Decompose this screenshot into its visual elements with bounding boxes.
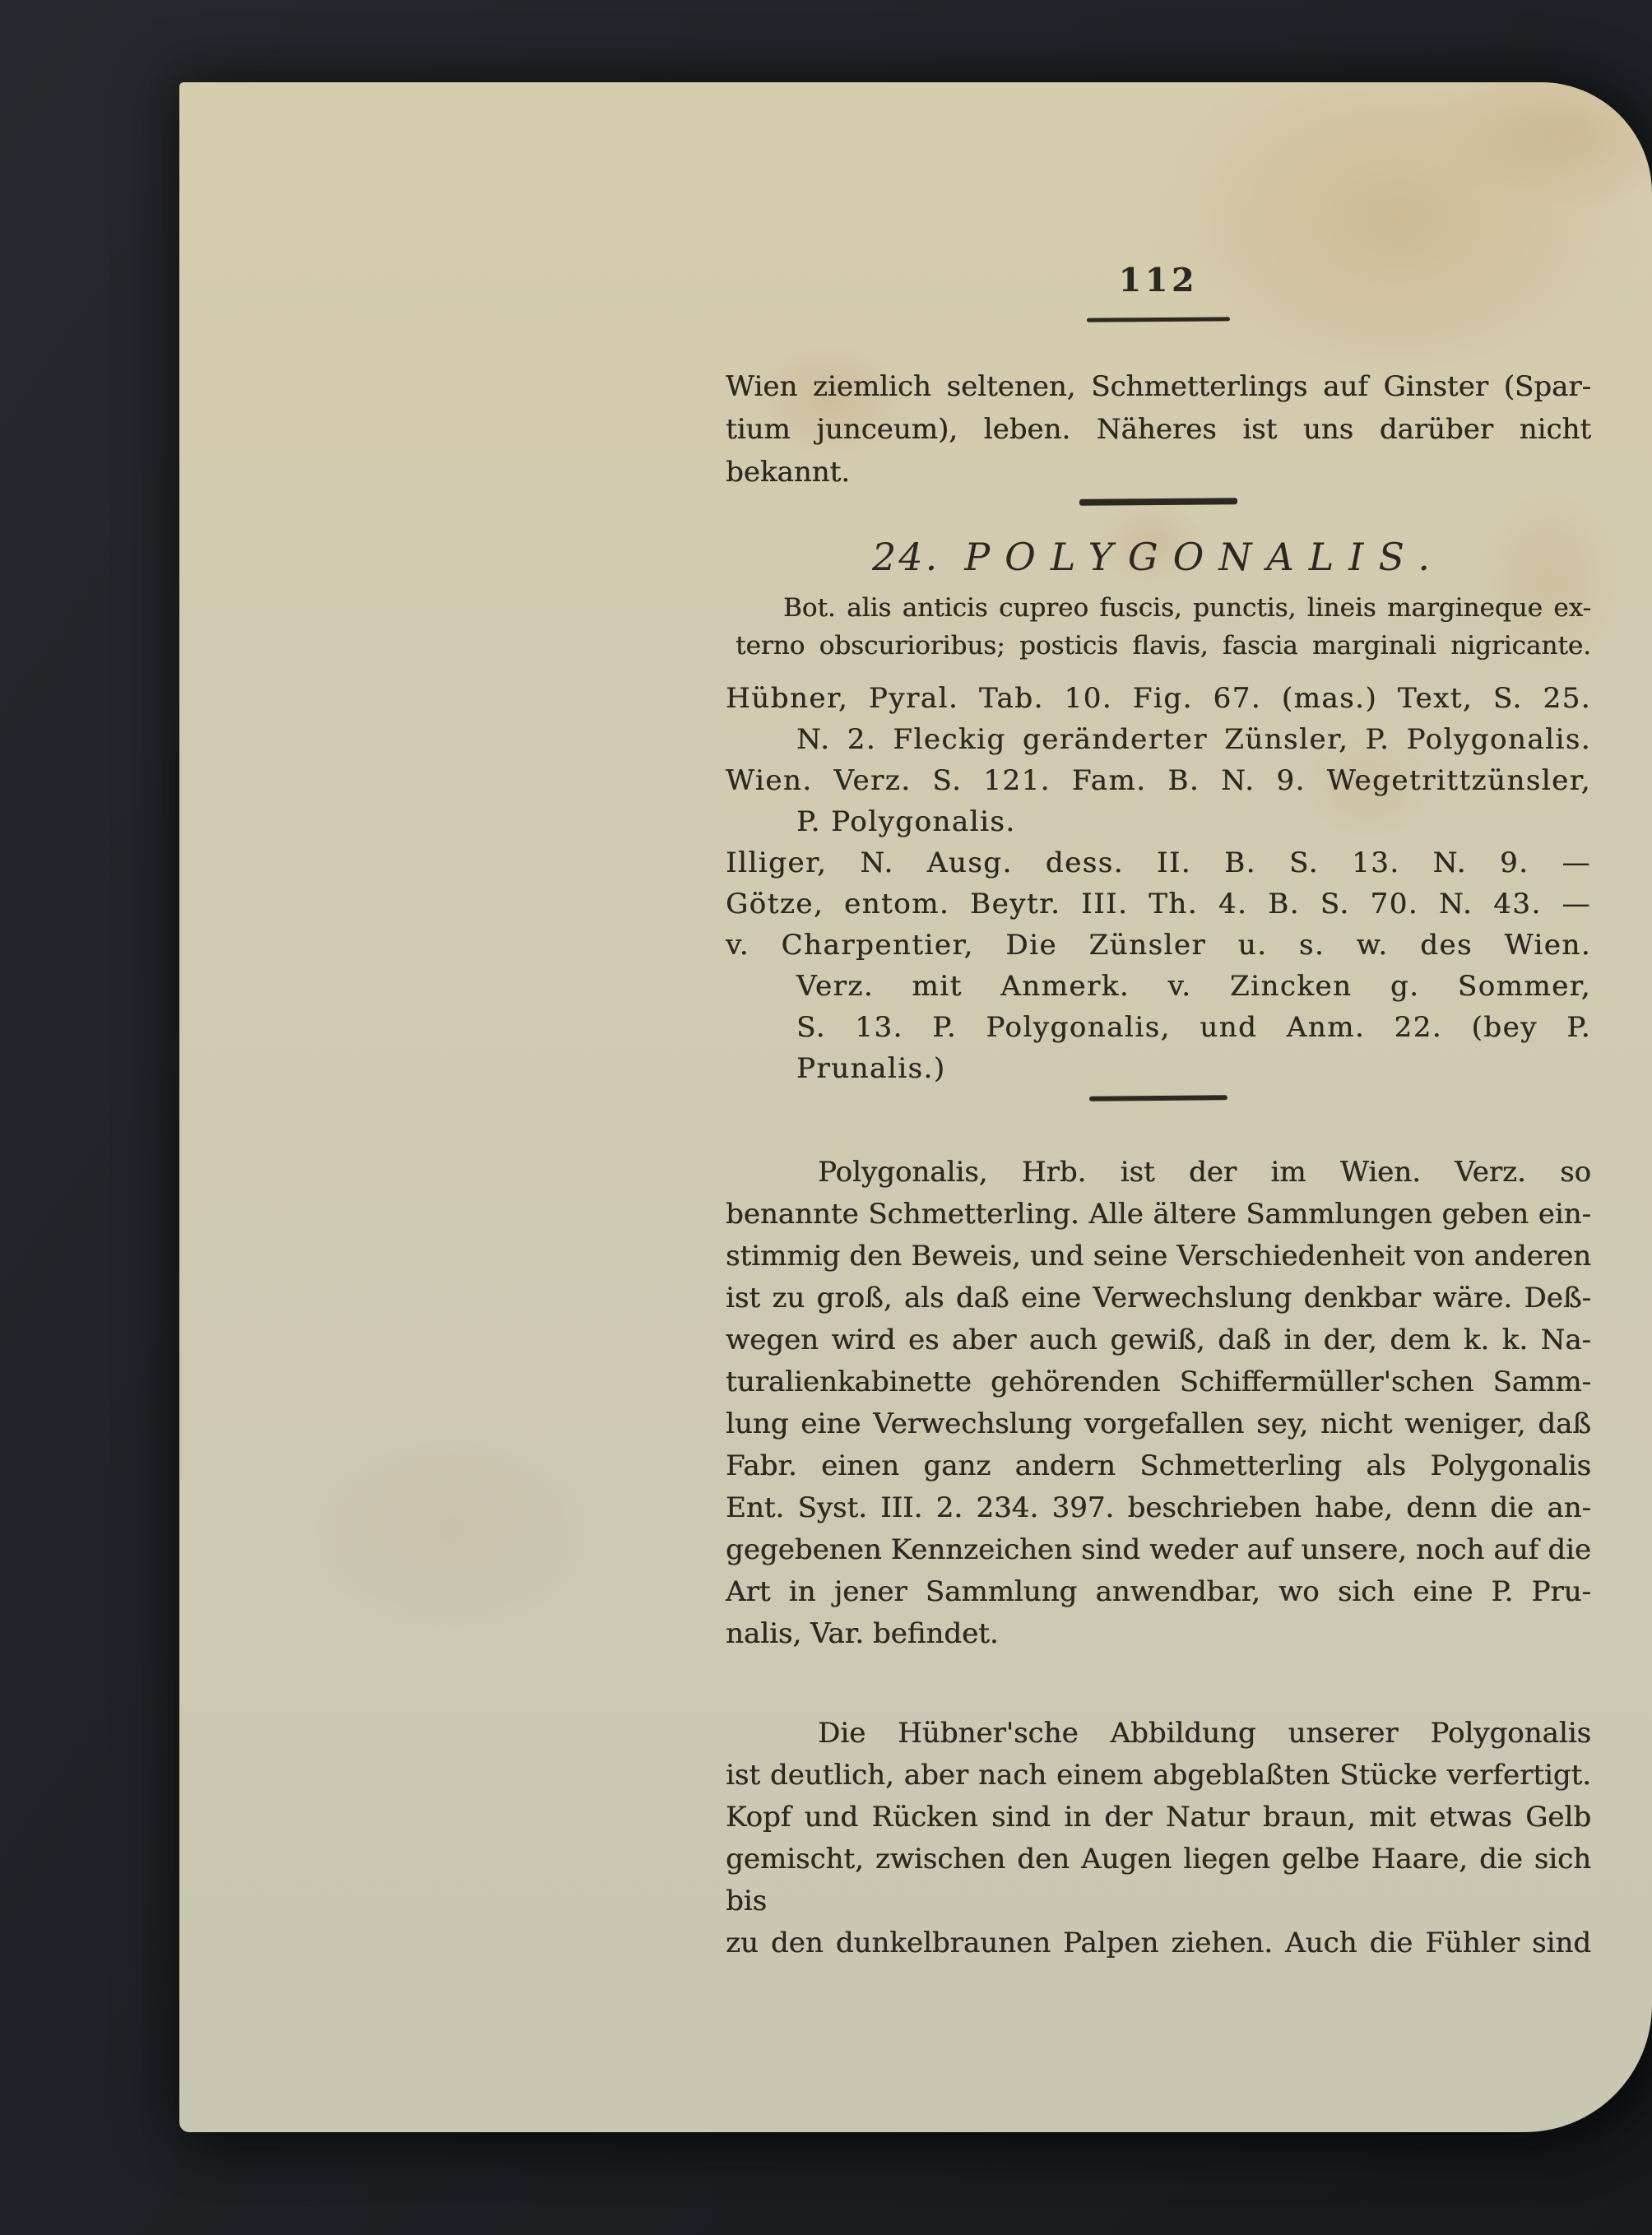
section-divider-top — [1079, 498, 1237, 506]
text-line: lung eine Verwechslung vorgefallen sey, nicht weniger, daß — [726, 1407, 1591, 1440]
text-line: Art in jener Sammlung anwendbar, wo sich eine P. Pru- — [726, 1575, 1591, 1608]
text-line: terno obscurioribus; posticis flavis, fascia marginali nigricante. — [736, 631, 1591, 661]
text-line: Wien ziemlich seltenen, Schmetterlings auf Ginster (Spar- — [726, 370, 1591, 403]
text-line: nalis, Var. befindet. — [726, 1617, 999, 1650]
intro-paragraph — [726, 365, 1591, 494]
section-divider-bottom — [1089, 1095, 1227, 1101]
text-line: wegen wird es aber auch gewiß, daß in der, dem k. k. Na- — [726, 1324, 1591, 1356]
text-line: P. Polygonalis. — [796, 805, 1016, 838]
latin-diagnosis — [736, 589, 1591, 665]
species-number: 24. — [872, 535, 940, 579]
text-line: gemischt, zwischen den Augen liegen gelbe Haare, die sich bis — [726, 1843, 1591, 1917]
text-line: tium junceum), leben. Näheres ist uns darüber nicht — [726, 413, 1591, 446]
text-line: Polygonalis, Hrb. ist der im Wien. Verz. so — [818, 1156, 1591, 1189]
text-line: stimmig den Beweis, und seine Verschiedenheit von anderen — [726, 1240, 1591, 1273]
page-number-underline — [1087, 317, 1230, 322]
text-line: gegebenen Kennzeichen sind weder auf unsere, noch auf die — [726, 1533, 1591, 1566]
text-line: Prunalis.) — [796, 1052, 946, 1085]
text-line: Götze, entom. Beytr. III. Th. 4. B. S. 70. N. 43. — — [726, 888, 1591, 920]
text-line: Wien. Verz. S. 121. Fam. B. N. 9. Wegetrittzünsler, — [726, 764, 1591, 797]
text-line: zu den dunkelbraunen Palpen ziehen. Auch die Fühler sind — [726, 1927, 1591, 1959]
text-line: Die Hübner'sche Abbildung unserer Polygonalis — [818, 1717, 1591, 1750]
page-content — [726, 82, 1591, 2132]
references-list — [726, 678, 1591, 1089]
text-line: Hübner, Pyral. Tab. 10. Fig. 67. (mas.) Text, S. 25. — [726, 682, 1591, 715]
text-line: v. Charpentier, Die Zünsler u. s. w. des Wien. — [726, 929, 1591, 962]
page-number: 112 — [1118, 262, 1199, 299]
text-line: benannte Schmetterling. Alle ältere Sammlungen geben ein- — [726, 1198, 1591, 1231]
text-line: ist deutlich, aber nach einem abgeblaßten Stücke verfertigt. — [726, 1759, 1591, 1792]
species-heading — [726, 533, 1591, 581]
text-line: Bot. alis anticis cupreo fuscis, punctis, lineis margineque ex- — [783, 593, 1591, 623]
text-line: turalienkabinette gehörenden Schiffermüller'schen Samm- — [726, 1366, 1591, 1398]
text-line: ist zu groß, als daß eine Verwechslung denkbar wäre. Deß- — [726, 1282, 1591, 1315]
discussion-paragraph-2 — [726, 1713, 1591, 1964]
book-page — [179, 82, 1652, 2132]
text-line: Verz. mit Anmerk. v. Zincken g. Sommer, — [796, 970, 1591, 1003]
text-line: Kopf und Rücken sind in der Natur braun, mit etwas Gelb — [726, 1801, 1591, 1834]
text-line: Fabr. einen ganz andern Schmetterling als Polygonalis — [726, 1449, 1591, 1482]
species-name: POLYGONALIS. — [964, 535, 1445, 579]
discussion-paragraph-1 — [726, 1152, 1591, 1655]
text-line: Ent. Syst. III. 2. 234. 397. beschrieben habe, denn die an- — [726, 1491, 1591, 1524]
text-line: bekannt. — [726, 456, 851, 489]
text-line: S. 13. P. Polygonalis, und Anm. 22. (bey P. — [796, 1011, 1591, 1044]
text-line: Illiger, N. Ausg. dess. II. B. S. 13. N. 9. — — [726, 846, 1591, 879]
text-line: N. 2. Fleckig geränderter Zünsler, P. Polygonalis. — [796, 723, 1591, 756]
